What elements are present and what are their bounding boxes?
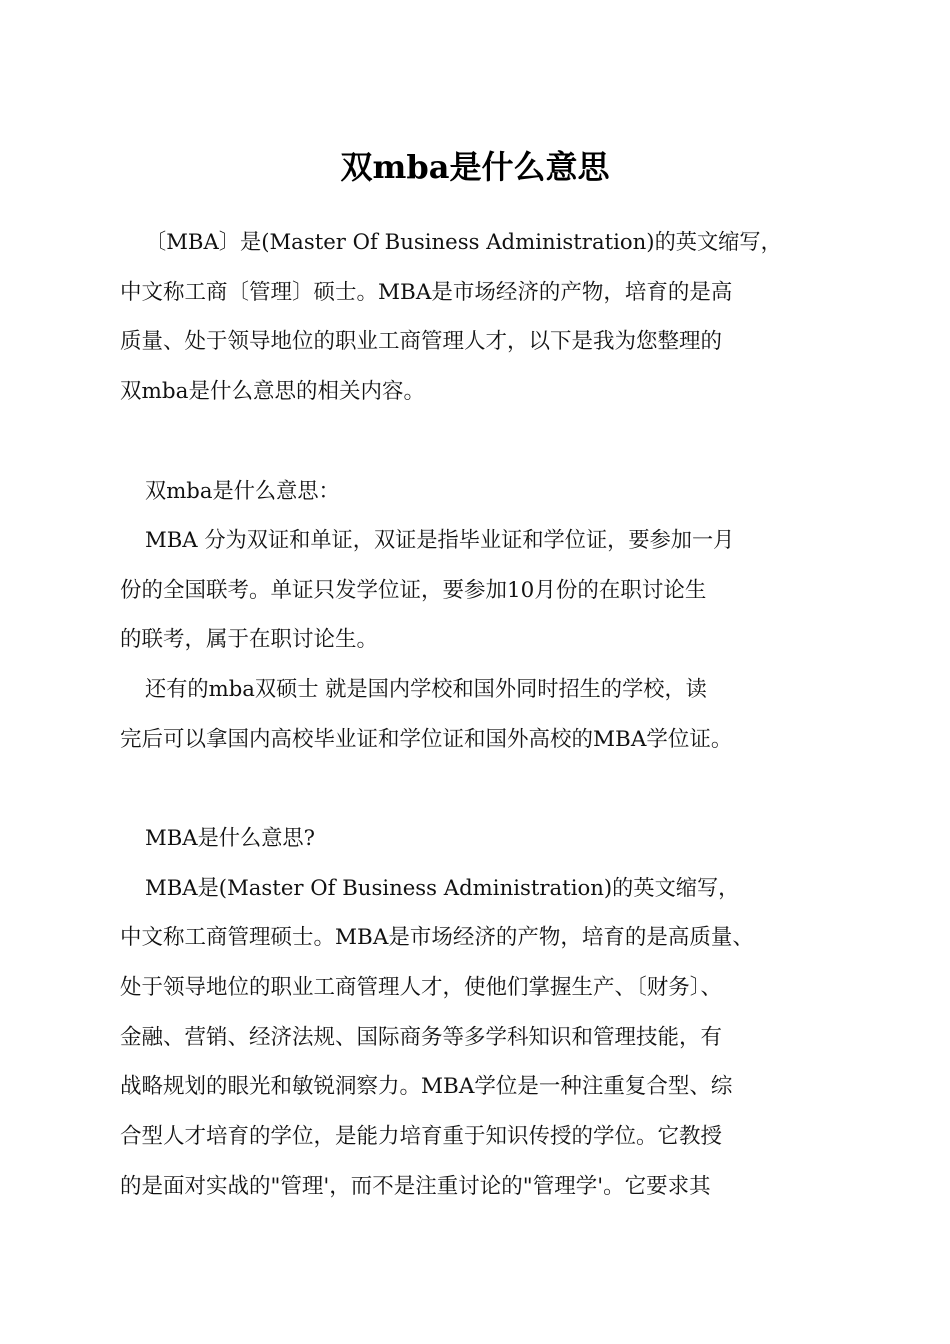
text-line: MBA是(Master Of Business Administration)的英文缩写， — [145, 876, 740, 901]
text-line: 份的全国联考。单证只发学位证，要参加10月份的在职讨论生 — [120, 578, 707, 603]
text-line: 完后可以拿国内高校毕业证和学位证和国外高校的MBA学位证。 — [120, 727, 733, 752]
document-title: 双mba是什么意思 — [340, 148, 610, 186]
text-line: 中文称工商〔管理〕硕士。MBA是市场经济的产物，培育的是高 — [120, 280, 733, 305]
text-line: 双mba是什么意思的相关内容。 — [120, 379, 425, 404]
text-line: 合型人才培育的学位，是能力培育重于知识传授的学位。它教授 — [120, 1124, 723, 1149]
text-line: 战略规划的眼光和敏锐洞察力。MBA学位是一种注重复合型、综 — [120, 1074, 733, 1099]
text-line: 〔MBA〕是(Master Of Business Administration)的英文缩写， — [145, 230, 782, 255]
text-line: 质量、处于领导地位的职业工商管理人才，以下是我为您整理的 — [120, 329, 723, 354]
text-line: 中文称工商管理硕士。MBA是市场经济的产物，培育的是高质量、 — [120, 925, 754, 950]
text-line: MBA是什么意思? — [145, 826, 315, 851]
text-line: 还有的mba双硕士 就是国内学校和国外同时招生的学校，读 — [145, 677, 707, 702]
text-line: 金融、营销、经济法规、国际商务等多学科知识和管理技能，有 — [120, 1025, 723, 1050]
text-line: MBA 分为双证和单证，双证是指毕业证和学位证，要参加一月 — [145, 528, 735, 553]
text-line: 双mba是什么意思： — [145, 479, 340, 504]
text-line: 的联考，属于在职讨论生。 — [120, 627, 379, 652]
text-line: 的是面对实战的"管理'，而不是注重讨论的"管理学'。它要求其 — [120, 1174, 711, 1199]
text-line: 处于领导地位的职业工商管理人才，使他们掌握生产、〔财务〕、 — [120, 975, 723, 1000]
